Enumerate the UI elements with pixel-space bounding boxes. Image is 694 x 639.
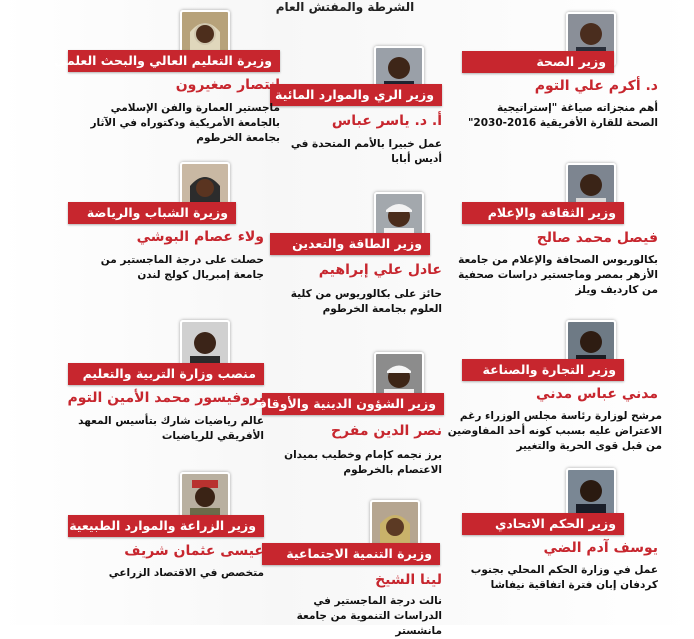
minister-name: د. أكرم علي التوم <box>534 78 658 94</box>
minister-description: عمل خبيرا بالأمم المتحدة في أديس أبابا <box>290 138 442 165</box>
minister-name: أ. د. ياسر عباس <box>331 113 442 129</box>
minister-description: حائز على بكالوريوس من كلية العلوم بجامعة الخرطوم <box>290 288 442 315</box>
minister-name: نصر الدين مفرح <box>330 423 442 439</box>
ministry-banner: منصب وزارة التربية والتعليم <box>68 363 264 385</box>
minister-description: مرشح لوزارة رئاسة مجلس الوزراء رغم الاعتراض عليه بسبب كونه أحد المفاوضين من قبل قوى الحرية والتغيير <box>447 410 662 452</box>
ministry-banner: وزير التجارة والصناعة <box>462 359 624 381</box>
minister-name: انتصار صغيرون <box>175 77 280 93</box>
minister-description: بكالوريوس الصحافة والإعلام من جامعة الأزهر بمصر وماجستير دراسات صحفية من كارديف ويلز <box>458 254 658 296</box>
ministry-banner: وزير الحكم الاتحادي <box>462 513 624 535</box>
minister-name: فيصل محمد صالح <box>536 230 658 246</box>
minister-name: عادل علي إبراهيم <box>318 262 442 278</box>
minister-name: ولاء عصام البوشي <box>136 229 264 245</box>
minister-description: ماجستير العمارة والفن الإسلامي بالجامعة الأمريكية ودكتوراه في الآثار بجامعة الخرطوم <box>90 102 280 144</box>
minister-description: نالت درجة الماجستير في الدراسات التنموية من جامعة مانشستر <box>296 595 442 637</box>
ministry-banner: وزير الشؤون الدينية والأوقاف <box>262 393 444 415</box>
minister-description: عمل في وزارة الحكم المحلي بجنوب كردفان إبان فترة اتفاقية نيفاشا <box>470 564 658 591</box>
minister-name: بروفيسور محمد الأمين التوم <box>67 390 264 406</box>
ministry-banner: وزير الطاقة والتعدين <box>270 233 430 255</box>
ministry-banner: وزير الثقافة والإعلام <box>462 202 624 224</box>
minister-name: مدني عباس مدني <box>536 386 658 402</box>
minister-description: حصلت على درجة الماجستير من جامعة إمبريال كولج لندن <box>100 254 264 281</box>
minister-description: برز نجمه كإمام وخطيب بميدان الاعتصام بالخرطوم <box>284 449 442 476</box>
ministry-banner: وزير الري والموارد المائية <box>270 84 442 106</box>
minister-description: أهم منجزاته صياغة "إستراتيجية الصحة للقارة الأفريقية 2016-2030" <box>467 102 658 129</box>
minister-name: لينا الشيخ <box>375 572 442 588</box>
ministry-banner: وزير الصحة <box>462 51 614 73</box>
minister-name: عيسى عثمان شريف <box>124 543 264 559</box>
minister-description: متخصص في الاقتصاد الزراعي <box>108 567 264 579</box>
ministry-banner: وزيرة التنمية الاجتماعية <box>262 543 440 565</box>
minister-name: يوسف آدم الضي <box>543 540 658 556</box>
top-caption: الشرطة والمفتش العام <box>275 0 415 14</box>
ministry-banner: وزير الزراعة والموارد الطبيعية <box>68 515 264 537</box>
minister-description: عالم رياضيات شارك بتأسيس المعهد الأفريقي للرياضيات <box>78 415 264 442</box>
ministry-banner: وزيرة الشباب والرياضة <box>68 202 236 224</box>
ministry-banner: وزيرة التعليم العالي والبحث العلمي <box>68 50 280 72</box>
